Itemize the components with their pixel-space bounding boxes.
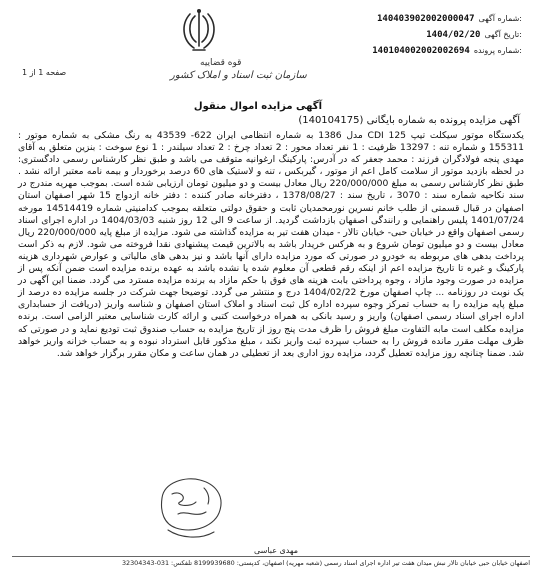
footer-divider — [12, 556, 530, 557]
case-number-row — [282, 46, 522, 62]
notice-body: یکدستگاه موتور سیکلت تیپ CDI 125 مدل 1386 به شماره انتظامی ایران 622- 43539 به رنگ مشکی به شماره موتور : 155311 و شماره تنه : 13297 ظرفیت : 1 نفر تعداد محور : 2 تعداد چرخ : 2 تعداد سیلندر : 1 نوع سوخت : بنزین متعلق به آقای مهدی پنجه فولادگران فرزند : محمد جعفر که در آدرس: پارکینگ ارغوانیه متوقف می باشد و طبق نظر کارشناس رسمی دادگستری: در لحظه بازدید موتور از سلامت کامل اعم از موتور ، گیربکس ، تنه و لاستیک های 60 درصد برخوردار و بیمه نامه معتبر ارائه نشد . طبق نظر کارشناس رسمی به مبلغ 220/000/000 ریال معادل بیست و دو میلیون تومان ارزیابی شده است. بموجب مهریه مندرج در سند نکاحیه شماره سند : 3070 ، تاریخ سند : 1378/08/27 ، دفترخانه صادر کننده : دفتر خانه ازدواج 15 شهر اصفهان استان اصفهان در قبال قسمتی از طلب خانم نسرین نورمحمدیان ثابت و حقوق دولتی متعلقه بموجب کدامنیتی شماره 14514419 مورخه 1401/07/24 پلیس راهنمایی و رانندگی اصفهان بازداشت گردید. از ساعت 9 الی 12 روز شنبه 1404/03/03 در اداره اجرای اسناد رسمی اصفهان واقع در خیابان حبی- خیابان تالار - میدان هفت تیر به مزایده گذاشته می شود. مزایده از مبلغ پایه 220/000/000 ریال معادل بیست و دو میلیون تومان شروع و به هرکس خریدار باشد به بالاترین قیمت پیشنهادی نقدا فروخته می شود. لازم به ذکر است پرداخت بدهی های مربوطه به خودرو در صورتی که مورد مزایده دارای آنها باشد و نیز بدهی های مالیاتی و عوارض شهرداری هزینه پارکینگ و غیره تا تاریخ مزایده اعم از اینکه رقم قطعی آن معلوم شده یا نشده باشد به عهده برنده مزایده است ضمن آنکه پس از مزایده در صورت وجود مازاد ، وجوه پرداختی بابت هزینه های فوق با حکم مازاد به برنده مزایده مسترد می گردد. ضمنا این آگهی در یک نوبت در روزنامه ... چاپ اصفهان مورخ 1404/02/22 درج و منتشر می گردد. توضیحا جهت شرکت در جلسه مزایده ده درصد از مبلغ پایه مزایده را به حساب تمرکز وجوه سپرده اداره کل ثبت اسناد و املاک استان اصفهان و شناسه واریز (دریافت از حسابداری اداره اجرای اسناد رسمی اصفهان) واریز و رسید بانکی به همراه درخواست کتبی و ارائه کارت شناسایی معتبر الزامی است. برنده مزایده مکلف است مابه التفاوت مبلغ فروش را ظرف مدت پنج روز از تاریخ مزایده به حساب صندوق ثبت تودیع نماید و در صورتی که ظرف مهلت مقرر مانده فروش را به حساب سپرده ثبت واریز نکند ، مبلغ مذکور قابل استرداد نبوده و به حساب خزانه واریز خواهد شد. ضمنا چنانچه روز مزایده تعطیل گردد، مزایده روز اداری بعد از تعطیلی در همان ساعت و مکان مقرر برگزار خواهد شد. — [18, 130, 524, 359]
ad-number-row — [282, 14, 522, 30]
ad-date-label: تاریخ آگهی: — [484, 30, 522, 39]
ad-number: 140403902002000047 — [377, 14, 475, 24]
iran-emblem-icon — [178, 6, 220, 54]
page-subtitle: آگهی مزایده پرونده به شماره بایگانی (140104175) — [298, 115, 520, 126]
org-sub: قوه قضاییه — [200, 58, 242, 68]
ad-date: 1404/02/20 — [426, 30, 481, 40]
page-title: آگهی مزایده اموال منقول — [193, 101, 322, 112]
official-stamp-icon — [150, 468, 240, 548]
org-name: سازمان ثبت اسناد و املاک کشور — [170, 70, 307, 81]
page-number: صفحه 1 از 1 — [22, 68, 67, 77]
ad-number-label: شماره آگهی: — [478, 14, 522, 23]
ad-date-row — [282, 30, 522, 46]
ad-meta — [282, 14, 522, 62]
footer-address: اصفهان خیابان حبی خیابان تالار نبش میدان هفت تیر اداره اجرای اسناد رسمی (شعبه مهریه) اصفهان، کدپستی: 8199939680 تلفکس: 031-32304343 — [121, 559, 530, 567]
case-number: 140104002002002694 — [372, 46, 470, 56]
case-number-label: شماره پرونده: — [473, 46, 522, 55]
signatory-name: مهدی عباسی — [254, 546, 298, 555]
